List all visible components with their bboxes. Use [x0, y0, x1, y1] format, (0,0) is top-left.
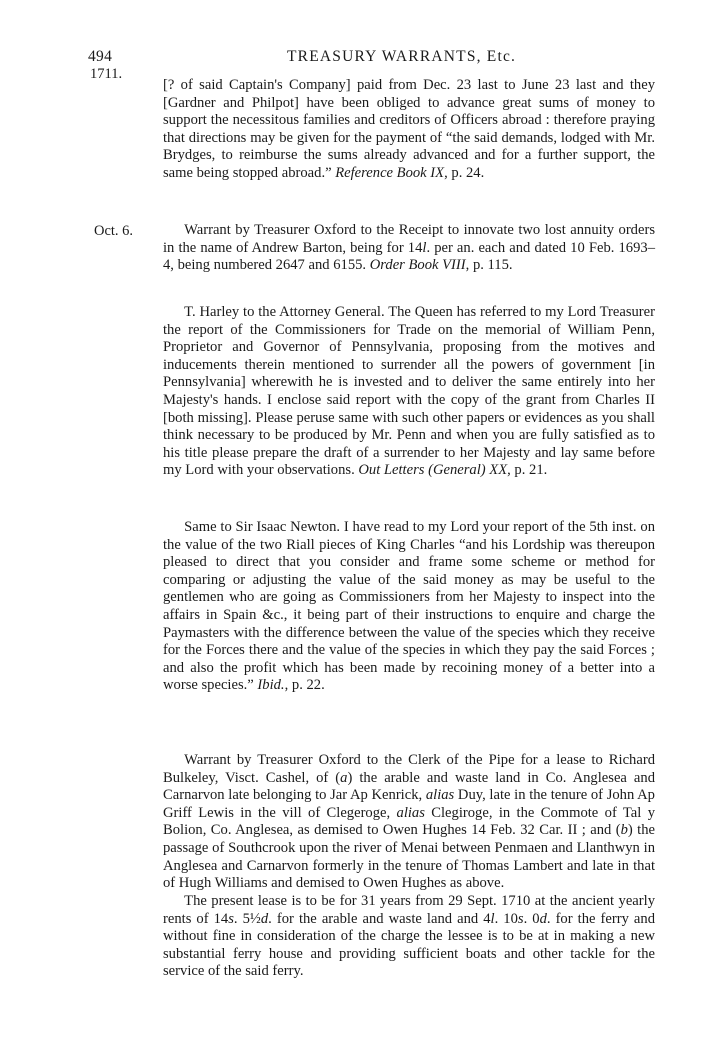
reference-citation: Order Book VIII — [369, 257, 466, 274]
reference-citation: Ibid. — [257, 677, 285, 694]
paragraph-warrant-annuity: Warrant by Treasurer Oxford to the Receipt to innovate two lost annuity orders in the name of Andrew Barton, being for 14l. per an. each and dated 10 Feb. 1693–4, being numbered 2647 and 6155. Order Book VIII, p. 115. — [163, 222, 655, 274]
paragraph-letter-attorney-general: T. Harley to the Attorney General. The Queen has referred to my Lord Treasurer the report of the Commissioners for Trade on the memorial of William Penn, Proprietor and Governor of Pennsylvania, proposing from the motives and inducements therein mentioned to surrender all the powers of government [in Pennsylvania] wherewith he is invested and to deliver the same entirely into her Majesty's hands. I enclose said report with the copy of the grant from Charles II [both missing]. Please peruse same with such other papers or evidences as you shall think necessary to be produced by Mr. Penn and when you are fully satisfied as to his title please prepare the draft of a surrender to her Majesty and lay same before my Lord with your observations. Out Letters (General) XX, p. 21. — [163, 304, 655, 479]
paragraph-warrant-lease: Warrant by Treasurer Oxford to the Clerk of the Pipe for a lease to Richard Bulkeley, Visct. Cashel, of (a) the arable and waste land in Co. Anglesea and Carnarvon late belonging to Jar Ap Kenrick, alias Duy, late in the tenure of John Ap Griff Lewis in the vill of Clegeroge, alias Clegiroge, in the Commote of Tal y Bolion, Co. Anglesea, as demised to Owen Hughes 14 Feb. 32 Car. II ; and (b) the passage of Southcrook upon the river of Menai between Penmaen and Llanthwyn in Anglesea and Carnarvon formerly in the tenure of Thomas Lambert and late in that of Hugh Williams and demised to Owen Hughes as above. — [163, 752, 655, 892]
running-title: TREASURY WARRANTS, Etc. — [287, 48, 517, 65]
reference-citation: Reference Book IX — [335, 164, 445, 181]
paragraph-lease-terms: The present lease is to be for 31 years from 29 Sept. 1710 at the ancient yearly rents of 14s. 5½d. for the arable and waste land and 4l. 10s. 0d. for the ferry and without fine in consideration of the charge the lessee is to be at in making a new substantial ferry house and providing sufficient boats and other tackle for the service of the said ferry. — [163, 893, 656, 980]
margin-year: 1711. — [90, 66, 123, 82]
margin-date: Oct. 6. — [94, 223, 134, 239]
paragraph-letter-isaac-newton: Same to Sir Isaac Newton. I have read to my Lord your report of the 5th inst. on the value of the two Riall pieces of King Charles “and his Lordship was thereupon pleased to direct that you consider and frame some scheme or method for comparing or adjusting the value of the said money as may be useful to the gentlemen who are going as Commissioners from her Majesty to inspect into the affairs in Spain &c., it being part of their instructions to enquire and charge the Paymasters with the difference between the value of the species which they receive for the Forces there and the value of the species in which they pay the said Forces ; and also the profit which has been made by recoining money of a better into a worse species.” Ibid., p. 22. — [163, 519, 655, 694]
page-number: 494 — [88, 48, 113, 65]
paragraph-petition-continuation: [? of said Captain's Company] paid from Dec. 23 last to June 23 last and they [Gardner and Philpot] have been obliged to advance great sums of money to support the necessitous families and creditors of Officers abroad : therefore praying that directions may be given for the payment of “the said demands, lodged with Mr. Brydges, to reimburse the sums already advanced and for a further support, the same being stopped abroad.” Reference Book IX, p. 24. — [163, 77, 655, 181]
reference-citation: Out Letters (General) XX — [358, 462, 508, 479]
